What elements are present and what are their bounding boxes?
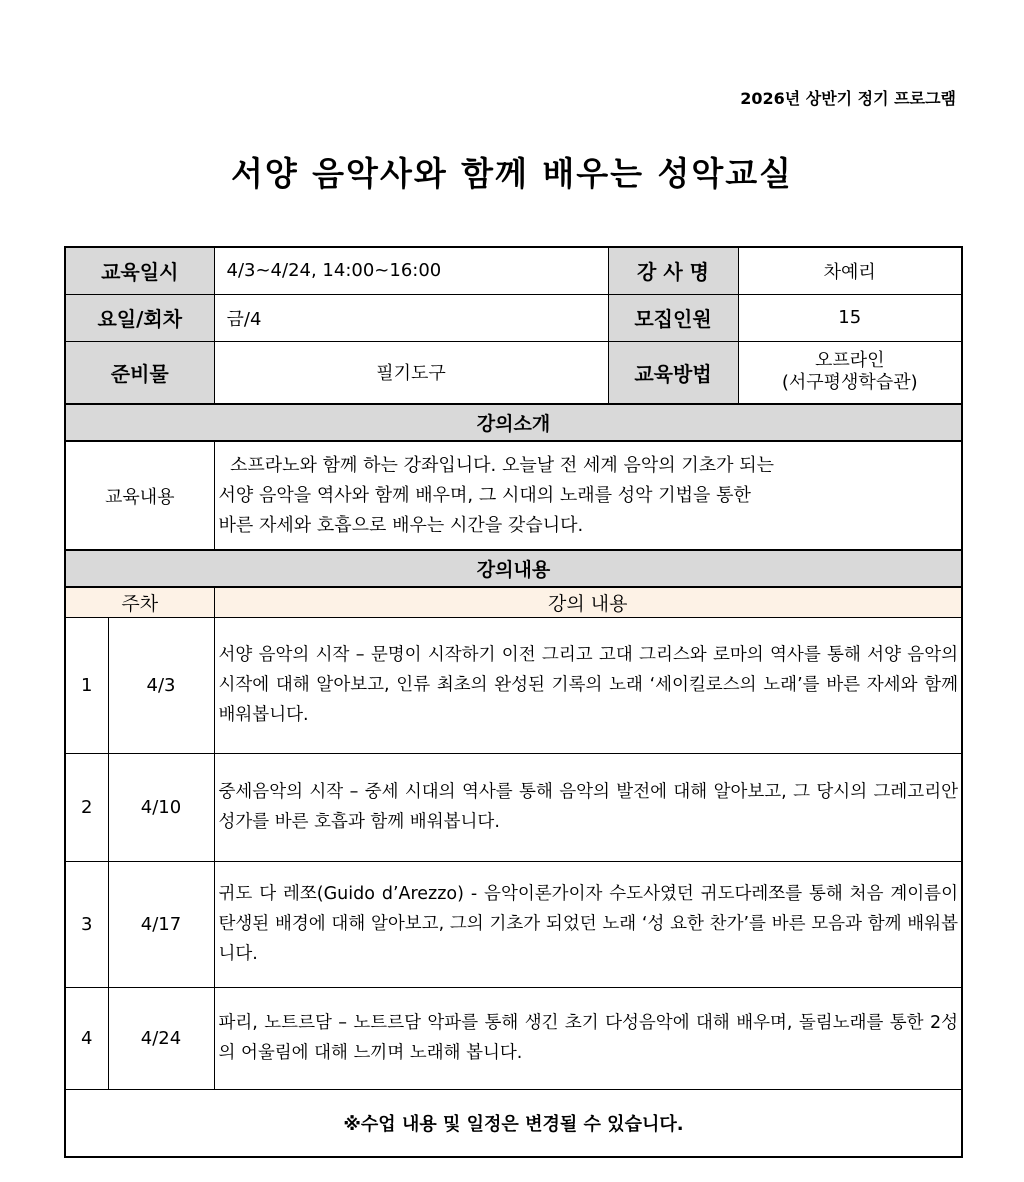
table-row [65, 753, 962, 861]
curriculum-section-title: 강의내용 [65, 550, 962, 587]
program-subtitle: 2026년 상반기 정기 프로그램 [740, 89, 956, 108]
table-row [65, 861, 962, 987]
week-date: 4/17 [108, 861, 214, 987]
instructor-label: 강 사 명 [608, 247, 738, 294]
intro-line: 소프라노와 함께 하는 강좌입니다. 오늘날 전 세계 음악의 기초가 되는 [218, 454, 775, 476]
week-content: 서양 음악의 시작 – 문명이 시작하기 이전 그리고 고대 그리스와 로마의 역사를 통해 서양 음악의 시작에 대해 알아보고, 인류 최초의 완성된 기록의 노래 ‘세이킬로스의 노래’를 바른 자세와 함께 배워봅니다. [214, 617, 962, 753]
week-content: 중세음악의 시작 – 중세 시대의 역사를 통해 음악의 발전에 대해 알아보고, 그 당시의 그레고리안 성가를 바른 호흡과 함께 배워봅니다. [214, 753, 962, 861]
day-value: 금/4 [214, 294, 608, 341]
week-number: 2 [65, 753, 108, 861]
week-content: 파리, 노트르담 – 노트르담 악파를 통해 생긴 초기 다성음악에 대해 배우며, 돌림노래를 통한 2성의 어울림에 대해 느끼며 노래해 봅니다. [214, 987, 962, 1089]
week-number: 4 [65, 987, 108, 1089]
supplies-value: 필기도구 [214, 341, 608, 404]
intro-line: 바른 자세와 호흡으로 배우는 시간을 갖습니다. [218, 514, 584, 536]
week-number: 1 [65, 617, 108, 753]
week-date: 4/10 [108, 753, 214, 861]
capacity-value: 15 [738, 294, 962, 341]
week-content: 귀도 다 레쪼(Guido d’Arezzo) - 음악이론가이자 수도사였던 귀도다레쪼를 통해 처음 계이름이 탄생된 배경에 대해 알아보고, 그의 기초가 되었던 노래 ‘성 요한 찬가’를 바른 모음과 함께 배워봅니다. [214, 861, 962, 987]
table-row [65, 617, 962, 753]
notice: ※수업 내용 및 일정은 변경될 수 있습니다. [65, 1089, 962, 1157]
method-line-1: 오프라인 [814, 350, 885, 372]
content-header: 강의 내용 [214, 587, 962, 617]
page-title: 서양 음악사와 함께 배우는 성악교실 [230, 154, 794, 193]
method-line-2: (서구평생학습관) [781, 372, 918, 394]
date-label: 교육일시 [65, 247, 214, 294]
intro-content [214, 441, 962, 550]
week-date: 4/24 [108, 987, 214, 1089]
intro-label: 교육내용 [65, 441, 214, 550]
instructor-value: 차예리 [738, 247, 962, 294]
course-table [64, 246, 963, 1158]
method-label: 교육방법 [608, 341, 738, 404]
table-row [65, 987, 962, 1089]
day-label: 요일/회차 [65, 294, 214, 341]
method-value [738, 341, 962, 404]
intro-section-title: 강의소개 [65, 404, 962, 441]
supplies-label: 준비물 [65, 341, 214, 404]
intro-line: 서양 음악을 역사와 함께 배우며, 그 시대의 노래를 성악 기법을 통한 [218, 484, 751, 506]
date-value: 4/3~4/24, 14:00~16:00 [214, 247, 608, 294]
week-date: 4/3 [108, 617, 214, 753]
week-number: 3 [65, 861, 108, 987]
capacity-label: 모집인원 [608, 294, 738, 341]
week-header: 주차 [65, 587, 214, 617]
